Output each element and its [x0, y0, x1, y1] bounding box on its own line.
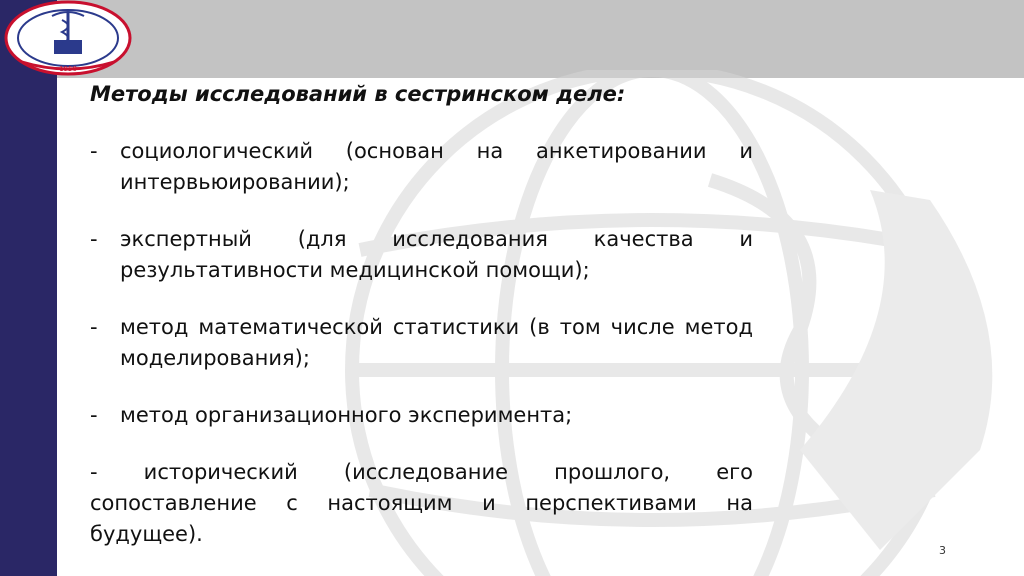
svg-text:1950: 1950 [59, 65, 77, 73]
list-item [90, 136, 753, 198]
side-bar [0, 0, 57, 576]
list-item-text: метод организационного эксперимента; [120, 403, 573, 427]
slide-title: Методы исследований в сестринском деле: [90, 82, 626, 106]
list-item-text: социологический (основан на анкетировании и интервьюировании); [120, 139, 753, 194]
list-bullet: - [90, 227, 98, 251]
list-item [90, 457, 753, 550]
university-emblem-icon [2, 0, 132, 76]
list-item-text: - исторический (исследование прошлого, его сопоставление с настоящим и перспективами на будущее). [90, 460, 753, 546]
slide-content [90, 80, 753, 576]
list-item [90, 224, 753, 286]
list-item-text: экспертный (для исследования качества и результативности медицинской помощи); [120, 227, 753, 282]
list-bullet: - [90, 315, 98, 339]
page-number: 3 [939, 544, 946, 557]
header-bar [0, 0, 1024, 78]
list-bullet: - [90, 403, 98, 427]
list-bullet: - [90, 139, 98, 163]
list-item [90, 312, 753, 374]
list-item-text: метод математической статистики (в том числе метод моделирования); [120, 315, 753, 370]
list-item [90, 400, 753, 431]
